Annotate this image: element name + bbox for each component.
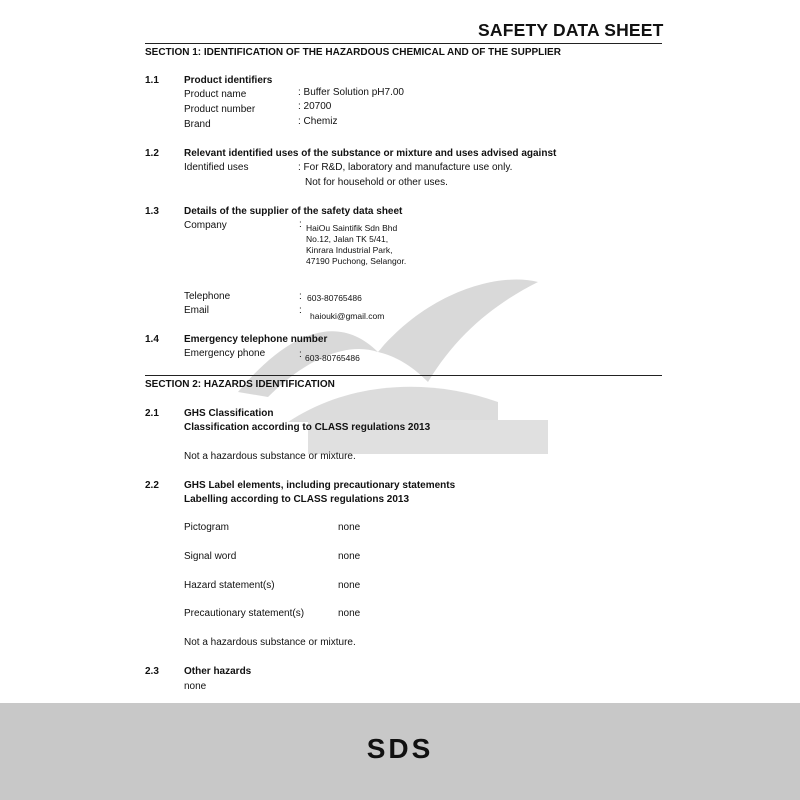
section-number-2-3: 2.3 — [145, 666, 159, 677]
other-hazards-text: none — [184, 681, 207, 692]
telephone-value: 603-80765486 — [307, 293, 362, 303]
company-logo-watermark-icon — [228, 272, 558, 462]
brand-label: Brand — [184, 119, 211, 130]
emergency-phone-colon: : — [299, 349, 302, 360]
supplier-details-heading: Details of the supplier of the safety data sheet — [184, 206, 403, 217]
classification-text: Not a hazardous substance or mixture. — [184, 451, 356, 462]
company-address-line4: 47190 Puchong, Selangor. — [306, 256, 407, 266]
company-label: Company — [184, 220, 227, 231]
ghs-classification-heading: GHS Classification — [184, 408, 274, 419]
company-address-line3: Kinrara Industrial Park, — [306, 245, 393, 255]
other-hazards-heading: Other hazards — [184, 666, 252, 677]
classification-subheading: Classification according to CLASS regulations 2013 — [184, 422, 431, 433]
company-address-line2: No.12, Jalan TK 5/41, — [306, 234, 389, 244]
identified-uses-heading: Relevant identified uses of the substance or mixture and uses advised against — [184, 148, 557, 159]
signal-word-value: none — [338, 551, 361, 562]
telephone-colon: : — [299, 291, 302, 302]
email-value: haiouki@gmail.com — [310, 311, 385, 321]
identified-uses-value: : For R&D, laboratory and manufacture use only. — [298, 162, 513, 173]
email-label: Email — [184, 305, 210, 316]
signal-word-label: Signal word — [184, 551, 237, 562]
section1-heading: SECTION 1: IDENTIFICATION OF THE HAZARDOUS CHEMICAL AND OF THE SUPPLIER — [145, 47, 561, 58]
precautionary-statements-value: none — [338, 608, 361, 619]
section-number-1-4: 1.4 — [145, 334, 159, 345]
section-divider — [145, 375, 662, 376]
hazard-statements-value: none — [338, 580, 361, 591]
precautionary-statements-label: Precautionary statement(s) — [184, 608, 305, 619]
section-number-2-2: 2.2 — [145, 480, 159, 491]
section-number-1-2: 1.2 — [145, 148, 159, 159]
labelling-text: Not a hazardous substance or mixture. — [184, 637, 356, 648]
product-number-value: : 20700 — [298, 101, 332, 112]
emergency-phone-value: 603-80765486 — [305, 353, 360, 363]
footer-label: SDS — [366, 733, 434, 764]
emergency-telephone-heading: Emergency telephone number — [184, 334, 328, 345]
product-identifiers-heading: Product identifiers — [184, 75, 273, 86]
telephone-label: Telephone — [184, 291, 231, 302]
product-number-label: Product number — [184, 104, 256, 115]
email-colon: : — [299, 305, 302, 316]
pictogram-value: none — [338, 522, 361, 533]
company-address-line1: HaiOu Saintifik Sdn Bhd — [306, 223, 398, 233]
hazard-statements-label: Hazard statement(s) — [184, 580, 275, 591]
section-number-1-1: 1.1 — [145, 75, 159, 86]
title-divider — [145, 43, 662, 44]
pictogram-label: Pictogram — [184, 522, 230, 533]
section2-heading: SECTION 2: HAZARDS IDENTIFICATION — [145, 379, 335, 390]
brand-value: : Chemiz — [298, 116, 338, 127]
emergency-phone-label: Emergency phone — [184, 348, 266, 359]
product-name-label: Product name — [184, 89, 247, 100]
identified-uses-label: Identified uses — [184, 162, 249, 173]
document-title: SAFETY DATA SHEET — [478, 20, 664, 40]
product-name-value: : Buffer Solution pH7.00 — [298, 87, 404, 98]
company-colon: : — [299, 219, 302, 230]
section-number-1-3: 1.3 — [145, 206, 159, 217]
section-number-2-1: 2.1 — [145, 408, 159, 419]
identified-uses-value-line2: Not for household or other uses. — [305, 177, 448, 188]
labelling-subheading: Labelling according to CLASS regulations 2013 — [184, 494, 410, 505]
ghs-label-elements-heading: GHS Label elements, including precautionary statements — [184, 480, 456, 491]
